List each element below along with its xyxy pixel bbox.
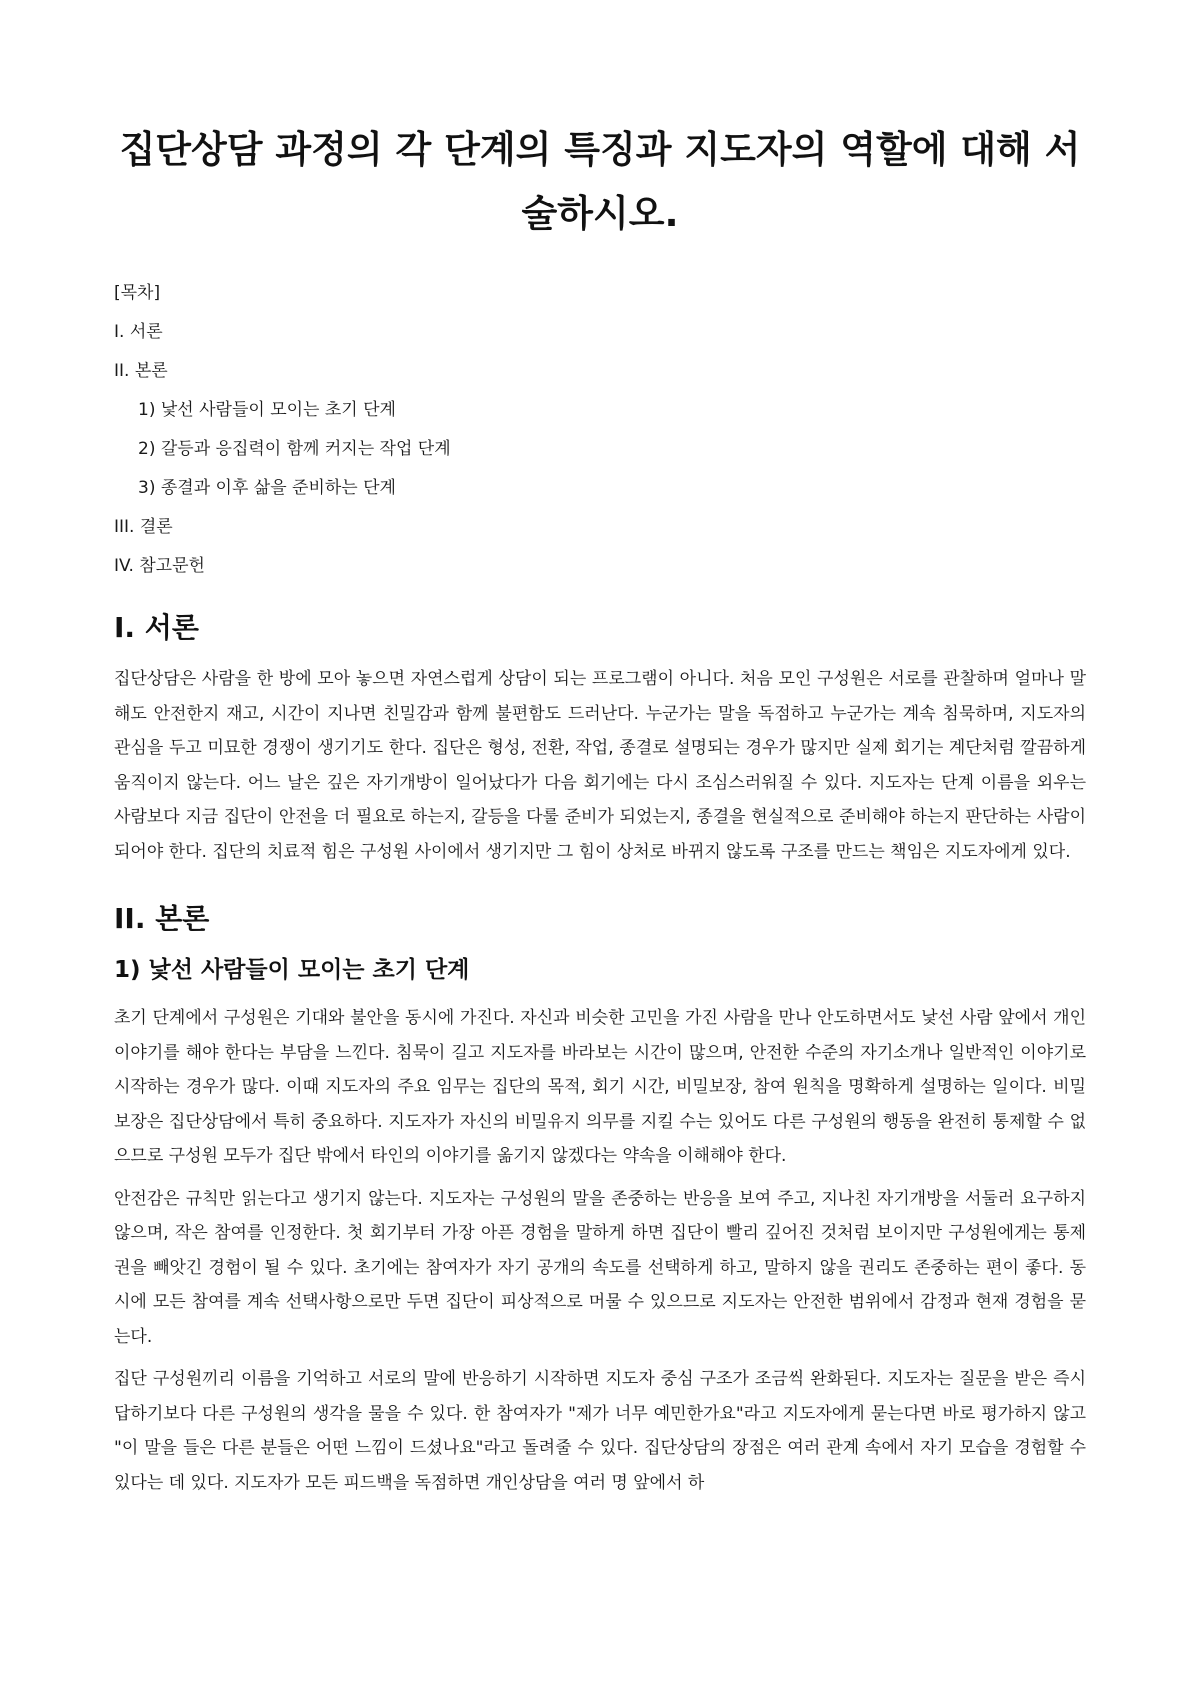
toc-item-working-stage: 2) 갈등과 응집력이 함께 커지는 작업 단계 bbox=[138, 439, 451, 459]
document-title: 집단상담 과정의 각 단계의 특징과 지도자의 역할에 대해 서술하시오. bbox=[119, 128, 1081, 235]
toc-item-body: II. 본론 bbox=[114, 361, 168, 381]
toc-item-termination-stage: 3) 종결과 이후 삶을 준비하는 단계 bbox=[138, 478, 396, 498]
subsection-heading-initial-stage: 1) 낯선 사람들이 모이는 초기 단계 bbox=[114, 957, 470, 983]
toc-item-conclusion: III. 결론 bbox=[114, 517, 173, 537]
section-heading-body: II. 본론 bbox=[114, 902, 210, 935]
body-paragraph: 초기 단계에서 구성원은 기대와 불안을 동시에 가진다. 자신과 비슷한 고민을 가진 사람을 만나 안도하면서도 낯선 사람 앞에서 개인 이야기를 해야 한다는 부담을 느낀다. 침묵이 길고 지도자를 바라보는 시간이 많으며, 안전한 수준의 자기소개나 일반적인 이야기로 시작하는 경우가 많다. 이때 지도자의 주요 임무는 집단의 목적, 회기 시간, 비밀보장, 참여 원칙을 명확하게 설명하는 일이다. 비밀보장은 집단상담에서 특히 중요하다. 지도자가 자신의 비밀유지 의무를 지킬 수는 있어도 다른 구성원의 행동을 완전히 통제할 수 없으므로 구성원 모두가 집단 밖에서 타인의 이야기를 옮기지 않겠다는 약속을 이해해야 한다. bbox=[114, 1008, 1086, 1166]
toc-item-references: IV. 참고문헌 bbox=[114, 556, 205, 576]
body-paragraph: 집단 구성원끼리 이름을 기억하고 서로의 말에 반응하기 시작하면 지도자 중심 구조가 조금씩 완화된다. 지도자는 질문을 받은 즉시 답하기보다 다른 구성원의 생각을 물을 수 있다. 한 참여자가 "제가 너무 예민한가요"라고 지도자에게 묻는다면 바로 평가하지 않고 "이 말을 들은 다른 분들은 어떤 느낌이 드셨나요"라고 돌려줄 수 있다. 집단상담의 장점은 여러 관계 속에서 자기 모습을 경험할 수 있다는 데 있다. 지도자가 모든 피드백을 독점하면 개인상담을 여러 명 앞에서 하 bbox=[114, 1369, 1086, 1493]
intro-paragraph: 집단상담은 사람을 한 방에 모아 놓으면 자연스럽게 상담이 되는 프로그램이 아니다. 처음 모인 구성원은 서로를 관찰하며 얼마나 말해도 안전한지 재고, 시간이 지나면 친밀감과 함께 불편함도 드러난다. 누군가는 말을 독점하고 누군가는 계속 침묵하며, 지도자의 관심을 두고 미묘한 경쟁이 생기기도 한다. 집단은 형성, 전환, 작업, 종결로 설명되는 경우가 많지만 실제 회기는 계단처럼 깔끔하게 움직이지 않는다. 어느 날은 깊은 자기개방이 일어났다가 다음 회기에는 다시 조심스러워질 수 있다. 지도자는 단계 이름을 외우는 사람보다 지금 집단이 안전을 더 필요로 하는지, 갈등을 다룰 준비가 되었는지, 종결을 현실적으로 준비해야 하는지 판단하는 사람이 되어야 한다. 집단의 치료적 힘은 구성원 사이에서 생기지만 그 힘이 상처로 바뀌지 않도록 구조를 만드는 책임은 지도자에게 있다. bbox=[114, 669, 1086, 862]
body-paragraph: 안전감은 규칙만 읽는다고 생기지 않는다. 지도자는 구성원의 말을 존중하는 반응을 보여 주고, 지나친 자기개방을 서둘러 요구하지 않으며, 작은 참여를 인정한다. 첫 회기부터 가장 아픈 경험을 말하게 하면 집단이 빨리 깊어진 것처럼 보이지만 구성원에게는 통제권을 빼앗긴 경험이 될 수 있다. 초기에는 참여자가 자기 공개의 속도를 선택하게 하고, 말하지 않을 권리도 존중하는 편이 좋다. 동시에 모든 참여를 계속 선택사항으로만 두면 집단이 피상적으로 머물 수 있으므로 지도자는 안전한 범위에서 감정과 현재 경험을 묻는다. bbox=[114, 1188, 1086, 1347]
toc-item-initial-stage: 1) 낯선 사람들이 모이는 초기 단계 bbox=[138, 400, 396, 420]
section-heading-introduction: I. 서론 bbox=[114, 611, 199, 644]
toc-heading: [목차] bbox=[114, 283, 161, 303]
toc-item-introduction: I. 서론 bbox=[114, 322, 163, 342]
table-of-contents bbox=[114, 274, 1086, 586]
